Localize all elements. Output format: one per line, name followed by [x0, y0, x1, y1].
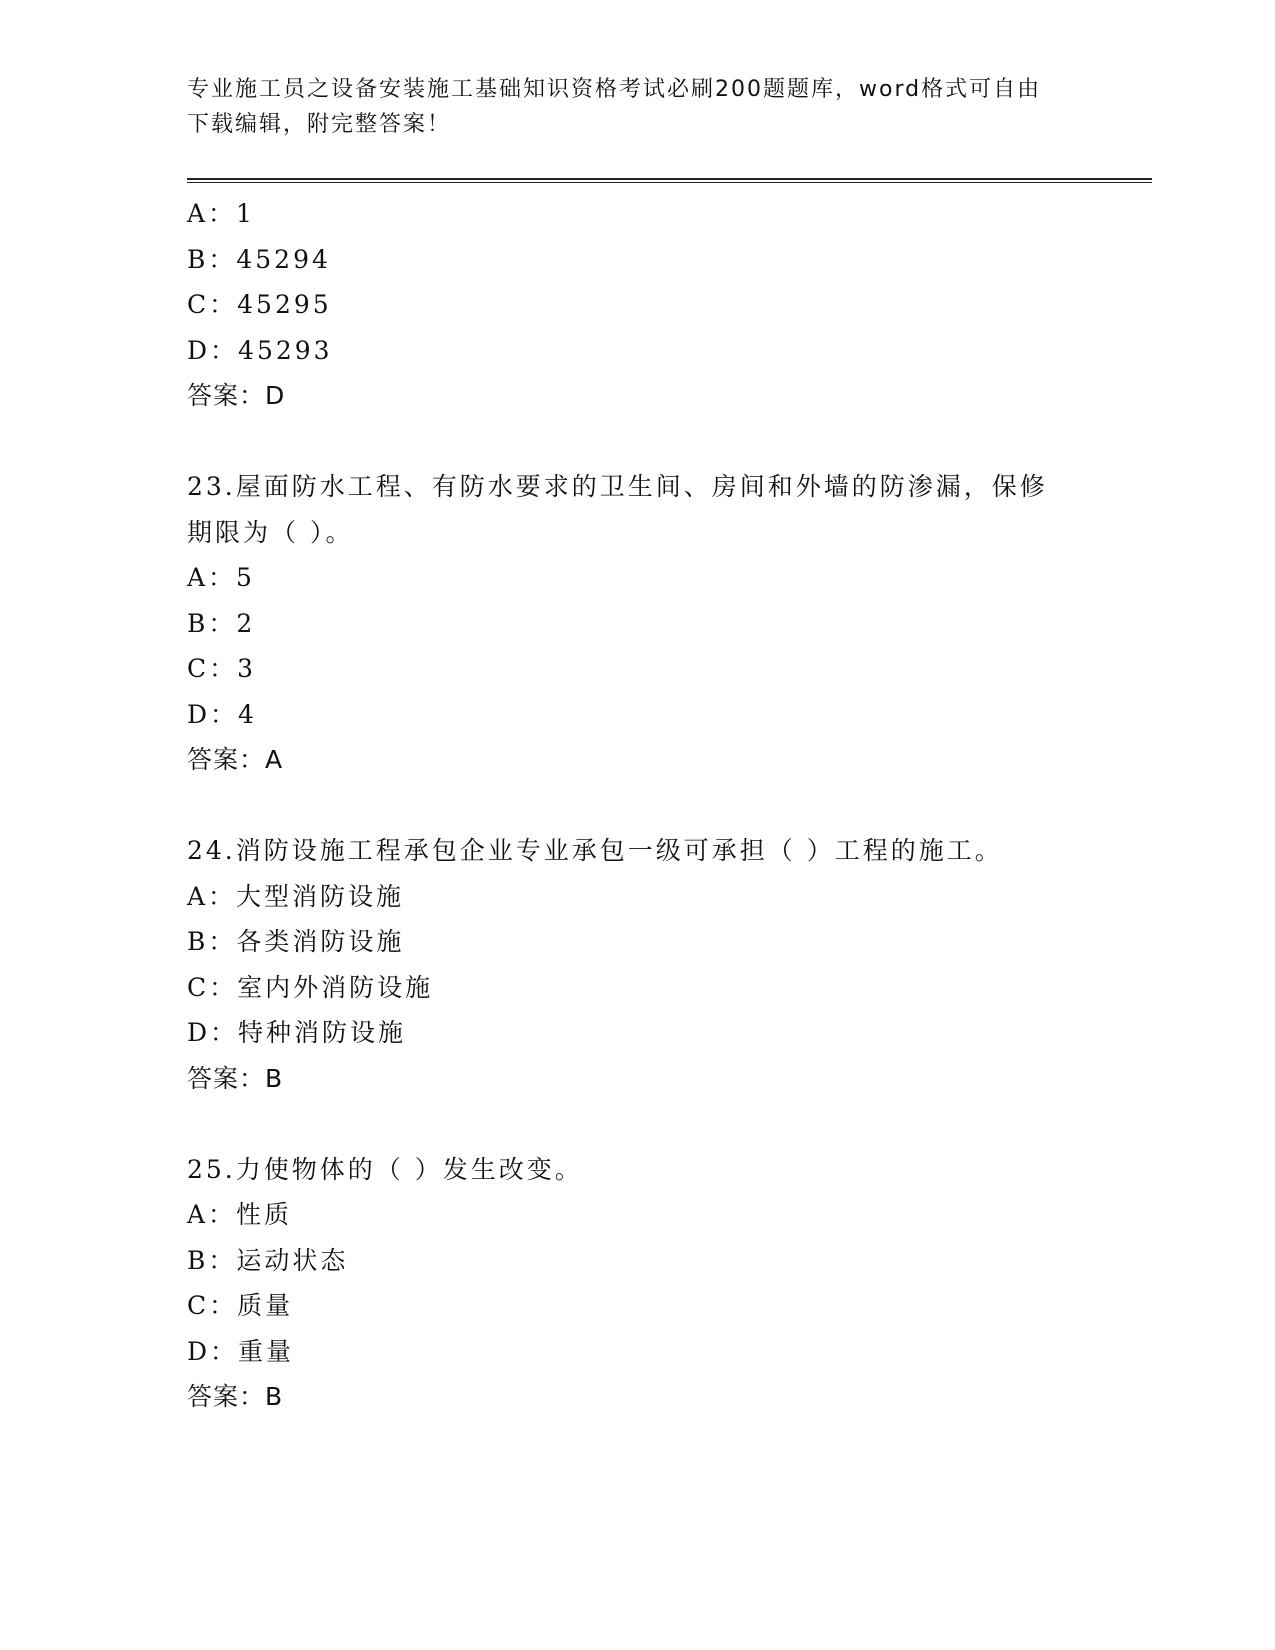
question-stem-line-1: 25.力使物体的（ ）发生改变。	[187, 1154, 583, 1184]
question-block-24	[187, 828, 1087, 1101]
question-list	[187, 191, 1087, 1420]
option-b: B：2	[187, 608, 256, 638]
option-a: A：大型消防设施	[187, 881, 405, 911]
answer-line: 答案：A	[187, 745, 284, 774]
option-b: B：各类消防设施	[187, 927, 405, 956]
question-spacer	[187, 1101, 1087, 1147]
question-spacer	[187, 783, 1087, 829]
option-a: A：性质	[187, 1200, 293, 1229]
option-b: B：45294	[187, 244, 331, 274]
question-stem-line-1: 23.屋面防水工程、有防水要求的卫生间、房间和外墙的防渗漏，保修	[187, 472, 1048, 501]
answer-line: 答案：B	[187, 1063, 284, 1093]
document-header	[187, 72, 1067, 142]
option-c: C：45295	[187, 290, 332, 319]
question-stem-line-1: 24.消防设施工程承包企业专业承包一级可承担（ ）工程的施工。	[187, 836, 1003, 865]
option-c: C：室内外消防设施	[187, 972, 434, 1002]
option-d: D：4	[187, 699, 257, 729]
question-stem-line-2: 期限为（ ）。	[187, 517, 354, 547]
option-c: C：3	[187, 654, 257, 683]
option-a: A：5	[187, 563, 255, 592]
question-block-25	[187, 1147, 1087, 1420]
question-block-22	[187, 191, 1087, 419]
option-c: C：质量	[187, 1291, 294, 1320]
option-d: D：45293	[187, 335, 333, 365]
header-line-2: 下载编辑，附完整答案！	[187, 112, 452, 137]
option-d: D：特种消防设施	[187, 1018, 407, 1047]
header-line-1: 专业施工员之设备安装施工基础知识资格考试必刷200题题库，word格式可自由	[187, 77, 1042, 102]
option-b: B：运动状态	[187, 1245, 349, 1275]
option-a: A：1	[187, 199, 255, 228]
answer-line: 答案：D	[187, 381, 286, 410]
question-spacer	[187, 419, 1087, 465]
answer-line: 答案：B	[187, 1382, 284, 1411]
question-block-23	[187, 464, 1087, 783]
header-divider	[187, 178, 1152, 183]
option-d: D：重量	[187, 1336, 295, 1366]
